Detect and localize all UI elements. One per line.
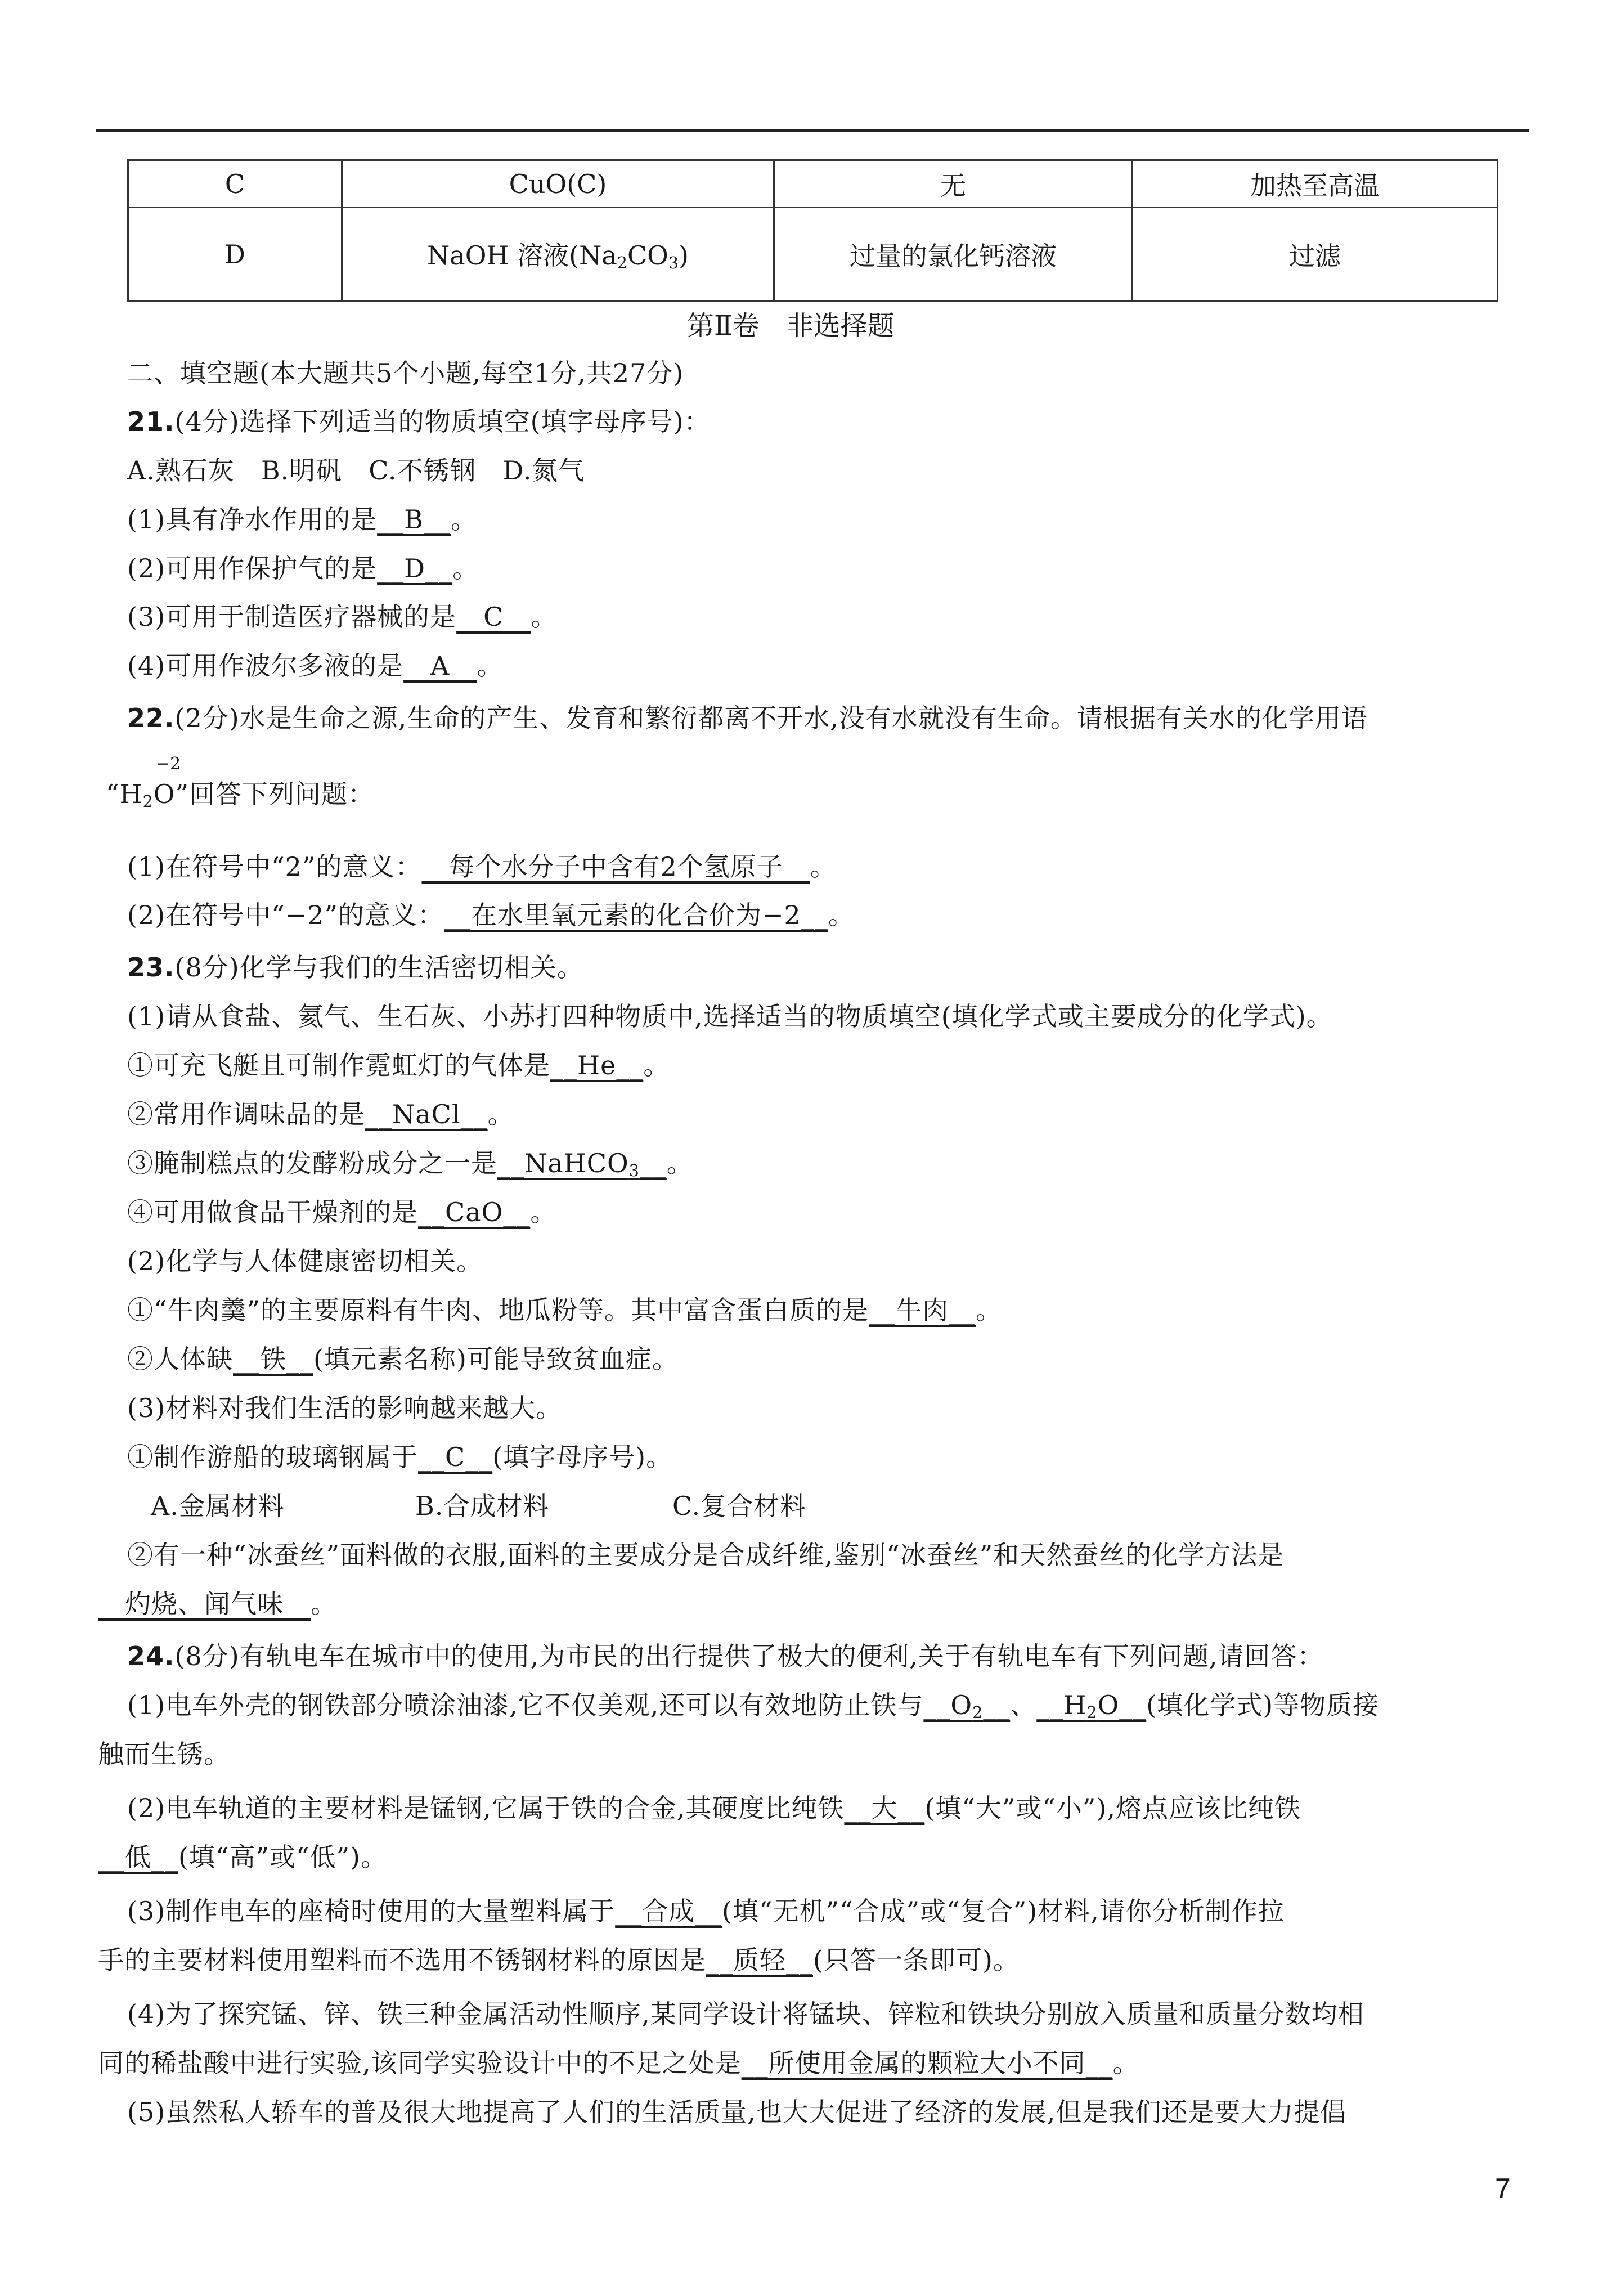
question-23-item [127,1094,514,1131]
question-23-item [127,1339,679,1376]
question-22-item [127,895,855,932]
item-text: ②常用作调味品的是 [127,1099,365,1129]
question-number: 24. [127,1641,175,1671]
item-text: (1)电车外壳的钢铁部分喷涂油漆,它不仅美观,还可以有效地防止铁与 [127,1690,924,1720]
item-text: (2)可用作保护气的是 [127,553,378,584]
impurity-subscript: 2 [617,254,627,273]
valence-mark: −2 [156,754,181,774]
question-24-item [98,2043,1139,2080]
answer-blank: __C__ [456,602,531,632]
item-end: 。 [828,900,855,930]
answer-blank: __所使用金属的颗粒大小不同__ [741,2048,1113,2078]
answer-blank: __合成__ [615,1896,722,1926]
item-text: (填化学式)等物质接 [1146,1690,1380,1720]
item-end: (填字母序号)。 [492,1442,673,1472]
answer-subscript: 2 [1086,1703,1098,1723]
question-23-item [127,1045,670,1082]
item-text: ②人体缺 [127,1344,233,1374]
item-text: ①制作游船的玻璃钢属于 [127,1442,418,1472]
answer-blank: __牛肉__ [869,1295,976,1325]
item-text: ④可用做食品干燥剂的是 [127,1197,418,1227]
substance-main: NaOH 溶液 [427,240,569,271]
option-b: B.合成材料 [415,1491,550,1521]
item-end: 。 [452,553,479,584]
question-23-item: ②有一种“冰蚕丝”面料做的衣服,面料的主要成分是合成纤维,鉴别“冰蚕丝”和天然蚕丝的化学方法是 [127,1540,1285,1570]
item-end: 。 [311,1589,337,1619]
question-24-item: (5)虽然私人轿车的普及很大地提高了人们的生活质量,也大大促进了经济的发展,但是我们还是要大力提倡 [127,2097,1347,2127]
answer-blank [1036,1690,1147,1723]
question-24-item [98,1837,387,1874]
item-text: (填“大”或“小”),熔点应该比纯铁 [924,1793,1301,1823]
item-end: (填元素名称)可能导致贫血症。 [313,1344,679,1374]
answer-blank [923,1690,1011,1723]
answer-blank: __NaCl__ [365,1099,488,1129]
table-row [128,160,1498,208]
answer-part: O__ [1097,1690,1147,1720]
item-end: 。 [487,1099,514,1129]
answer-blank: __每个水分子中含有2个氢原子__ [421,851,810,882]
formula-subscript: 2 [142,792,154,811]
answer-blank: __在水里氧元素的化合价为−2__ [444,900,828,930]
question-23-part3: (3)材料对我们生活的影响越来越大。 [127,1393,563,1423]
answer-blank: __质轻__ [706,1945,813,1975]
question-24-item [98,1940,1020,1977]
answer-part: __NaHCO [497,1148,629,1178]
impurity-formula-part: CO [627,240,668,271]
question-24-item [127,1685,1379,1722]
item-end: 。 [810,851,837,882]
item-text: (填“高”或“低”)。 [178,1842,387,1872]
header-rule [96,129,1529,132]
question-text: (4分)选择下列适当的物质填空(填字母序号)： [174,406,711,437]
answer-blank: __低__ [98,1842,178,1872]
method-cell: 过滤 [1133,208,1498,301]
section-heading: 二、填空题(本大题共5个小题,每空1分,共27分) [127,358,684,388]
method-cell: 加热至高温 [1133,160,1498,208]
answer-blank: __灼烧、闻气味__ [98,1589,311,1619]
section-title: 第Ⅱ卷 非选择题 [687,310,895,342]
answer-part: __H [1036,1690,1087,1720]
answer-blank [497,1148,667,1181]
item-text: (1)在符号中“2”的意义： [127,851,422,882]
question-22-item [127,846,837,884]
item-text: ①可充飞艇且可制作霓虹灯的气体是 [127,1050,550,1080]
impurity-subscript: 3 [668,254,679,273]
item-text: ①“牛肉羹”的主要原料有牛肉、地瓜粉等。其中富含蛋白质的是 [127,1295,869,1325]
question-22-stem [127,698,1368,735]
item-text: (3)制作电车的座椅时使用的大量塑料属于 [127,1896,616,1926]
item-text: (3)可用于制造医疗器械的是 [127,602,457,632]
item-text: (只答一条即可)。 [813,1945,1020,1975]
item-text: (填“无机”“合成”或“复合”)材料,请你分析制作拉 [722,1896,1285,1926]
item-end: 。 [643,1050,670,1080]
item-text: 、 [1010,1690,1037,1720]
option-c: C.复合材料 [672,1491,807,1521]
question-number: 23. [127,952,175,983]
question-23-item [127,1437,672,1474]
question-24-item [127,1788,1301,1825]
answer-part: __O [923,1690,973,1720]
answer-blank: __B__ [377,504,451,535]
option-a: A.金属材料 [151,1491,285,1521]
item-end: 。 [450,504,477,535]
water-formula-line [106,774,374,811]
answer-part: __ [639,1148,667,1178]
row-label: D [128,208,342,301]
substance-impurity: C [577,168,597,199]
question-24-item: (4)为了探究锰、锌、铁三种金属活动性顺序,某同学设计将锰块、锌粒和铁块分别放入质量和质量分数均相 [127,1999,1364,2029]
item-end: 。 [666,1148,693,1178]
formula-part: O”回答下列问题： [153,779,375,809]
item-text: (4)可用作波尔多液的是 [127,651,404,681]
question-23-part1: (1)请从食盐、氦气、生石灰、小苏打四种物质中,选择适当的物质填空(填化学式或主要成分的化学式)。 [127,1001,1333,1032]
item-end: 。 [531,602,558,632]
answer-part: __ [983,1690,1011,1720]
answer-blank: __A__ [403,651,477,681]
question-23-item [127,1290,1002,1327]
question-number: 22. [127,703,175,733]
reagent-cell: 无 [774,160,1133,208]
item-end: 。 [530,1197,557,1227]
item-end: 。 [1112,2048,1139,2078]
question-21-item [127,499,477,536]
answer-blank: __He__ [550,1050,644,1080]
question-21-item [127,548,479,585]
question-21-item [127,597,557,634]
question-21-options: A.熟石灰 B.明矾 C.不锈钢 D.氮气 [127,455,585,486]
impurity-formula-part: Na [579,240,617,271]
question-text: (2分)水是生命之源,生命的产生、发育和繁衍都离不开水,没有水就没有生命。请根据有关水的化学用语 [174,703,1368,733]
question-text: (8分)化学与我们的生活密切相关。 [174,952,583,983]
item-end: 。 [477,651,504,681]
answer-blank: __大__ [844,1793,925,1823]
question-23-stem [127,947,583,984]
answer-blank: __D__ [377,553,453,584]
item-text: ③腌制糕点的发酵粉成分之一是 [127,1148,497,1178]
question-23-item [98,1584,337,1621]
item-text: (1)具有净水作用的是 [127,504,378,535]
substance-cell: CuO(C) [342,160,774,208]
answer-blank: __CaO__ [418,1197,531,1227]
question-number: 21. [127,406,175,437]
question-21-stem [127,401,711,438]
answer-subscript: 3 [628,1162,640,1181]
table-row [128,208,1498,301]
substance-main: CuO [509,168,567,199]
item-text: 手的主要材料使用塑料而不选用不锈钢材料的原因是 [98,1945,706,1975]
row-label: C [128,160,342,208]
page-number: 7 [1495,2173,1511,2204]
question-24-item: 触而生锈。 [98,1739,230,1769]
item-text: (2)在符号中“−2”的意义： [127,900,444,930]
question-text: (8分)有轨电车在城市中的使用,为市民的出行提供了极大的便利,关于有轨电车有下列问题,请回答： [174,1641,1324,1671]
reagent-cell: 过量的氯化钙溶液 [774,208,1133,301]
question-23-item [127,1192,556,1229]
substance-cell: NaOH 溶液$(Na_2CO_3)$ [342,208,774,301]
question-24-stem [127,1636,1324,1673]
answer-blank: __C__ [418,1442,493,1472]
item-text: (2)电车轨道的主要材料是锰钢,它属于铁的合金,其硬度比纯铁 [127,1793,845,1823]
question-21-item [127,645,503,683]
question-24-item [127,1891,1285,1928]
question-23-part2: (2)化学与人体健康密切相关。 [127,1246,483,1276]
item-end: 。 [976,1295,1003,1325]
options-table [127,159,1498,302]
question-23-item [127,1143,693,1180]
formula-part: “H [106,779,143,809]
answer-subscript: 2 [972,1703,984,1723]
item-text: 同的稀盐酸中进行实验,该同学实验设计中的不足之处是 [98,2048,742,2078]
answer-blank: __铁__ [233,1344,313,1374]
